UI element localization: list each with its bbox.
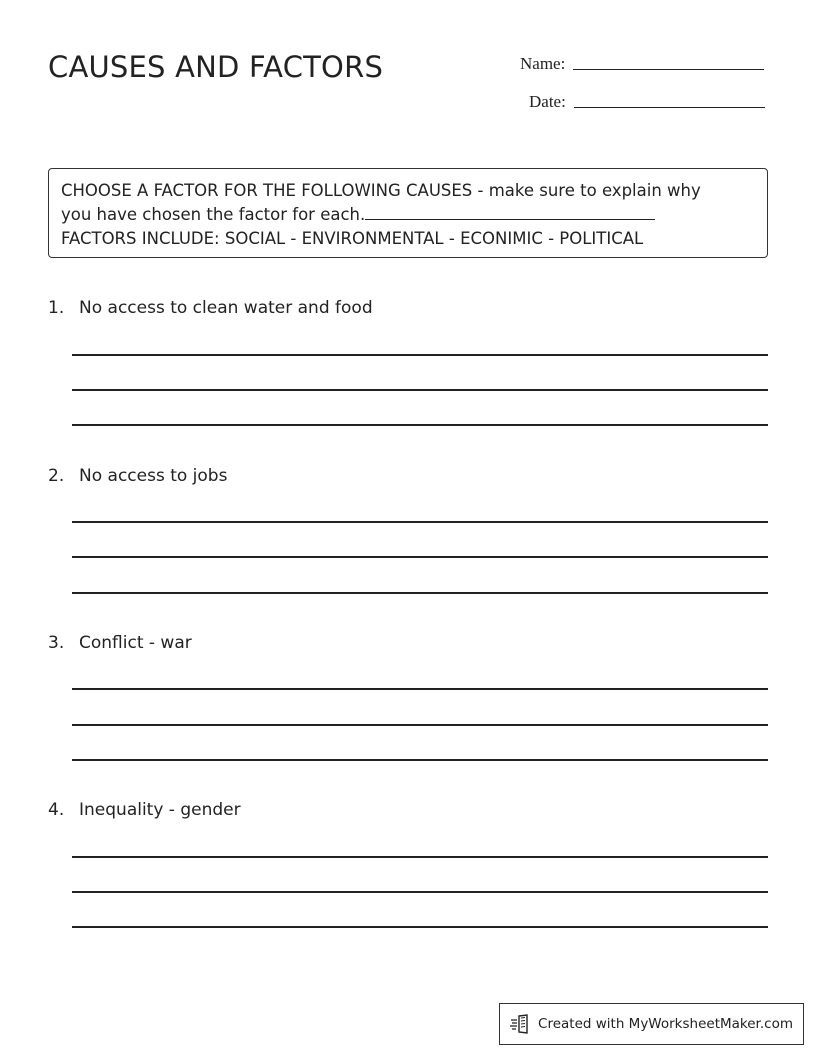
question-text: No access to clean water and food bbox=[79, 298, 373, 318]
instructions-blank bbox=[365, 205, 655, 220]
name-field bbox=[520, 54, 764, 74]
answer-line[interactable] bbox=[72, 926, 768, 928]
question-1 bbox=[48, 298, 373, 318]
instructions-box bbox=[48, 168, 768, 258]
question-3 bbox=[48, 633, 192, 653]
question-number: 1. bbox=[48, 298, 65, 318]
answer-line[interactable] bbox=[72, 354, 768, 356]
page-title: CAUSES AND FACTORS bbox=[48, 50, 384, 84]
answer-line[interactable] bbox=[72, 891, 768, 893]
instructions-line-3: FACTORS INCLUDE: SOCIAL - ENVIRONMENTAL - ECONIMIC - POLITICAL bbox=[61, 229, 644, 248]
date-label: Date: bbox=[529, 92, 566, 111]
question-number: 2. bbox=[48, 466, 65, 486]
date-blank[interactable] bbox=[574, 106, 765, 108]
name-label: Name: bbox=[520, 54, 566, 73]
worksheet-logo-icon bbox=[510, 1014, 532, 1034]
instructions-line-1: CHOOSE A FACTOR FOR THE FOLLOWING CAUSES - make sure to explain why bbox=[61, 181, 701, 200]
credit-text: Created with MyWorksheetMaker.com bbox=[538, 1016, 793, 1032]
credit-badge[interactable] bbox=[499, 1003, 804, 1045]
answer-line[interactable] bbox=[72, 556, 768, 558]
answer-line[interactable] bbox=[72, 592, 768, 594]
question-4 bbox=[48, 800, 241, 820]
instructions-line-2 bbox=[61, 203, 755, 227]
question-text: Inequality - gender bbox=[79, 800, 241, 820]
answer-line[interactable] bbox=[72, 521, 768, 523]
date-field bbox=[529, 92, 765, 112]
answer-line[interactable] bbox=[72, 389, 768, 391]
answer-line[interactable] bbox=[72, 724, 768, 726]
question-text: No access to jobs bbox=[79, 466, 228, 486]
answer-line[interactable] bbox=[72, 759, 768, 761]
question-number: 3. bbox=[48, 633, 65, 653]
question-number: 4. bbox=[48, 800, 65, 820]
instructions-line-2-text: you have chosen the factor for each. bbox=[61, 205, 366, 224]
question-text: Conflict - war bbox=[79, 633, 192, 653]
question-2 bbox=[48, 466, 227, 486]
name-blank[interactable] bbox=[573, 68, 764, 70]
answer-line[interactable] bbox=[72, 856, 768, 858]
answer-line[interactable] bbox=[72, 688, 768, 690]
answer-line[interactable] bbox=[72, 424, 768, 426]
